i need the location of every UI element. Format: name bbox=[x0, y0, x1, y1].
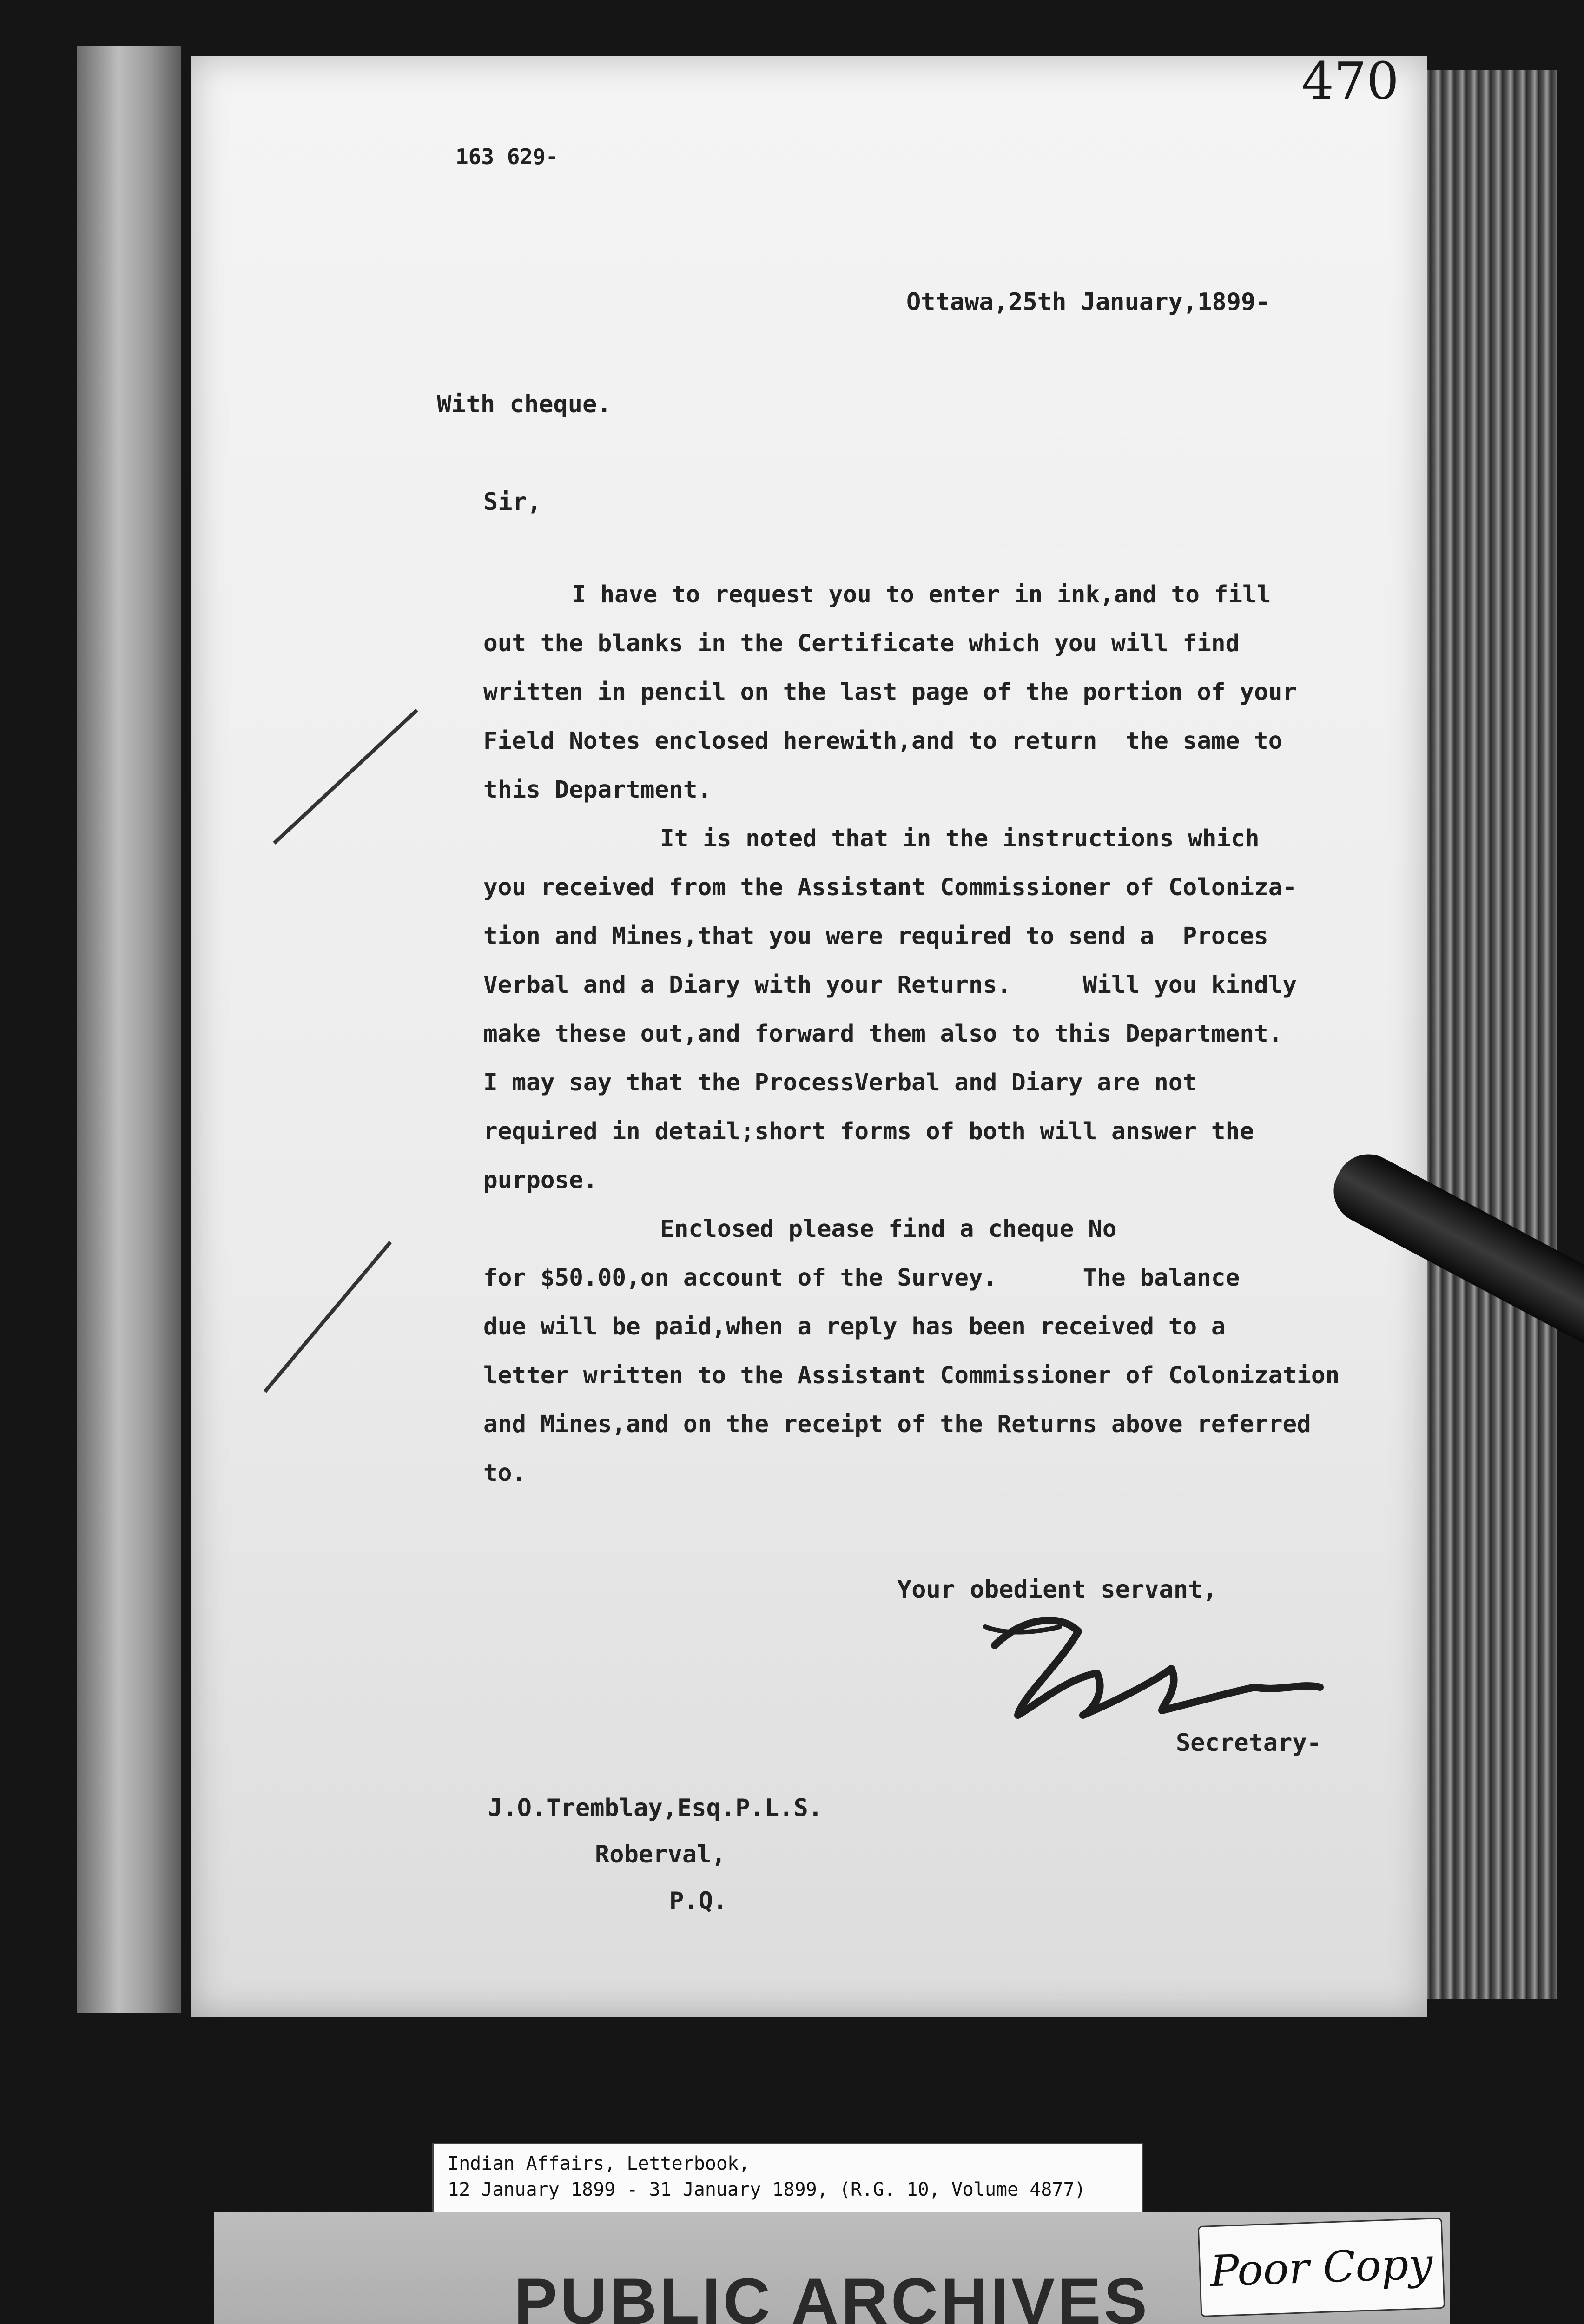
address-line: Roberval, bbox=[595, 1841, 726, 1868]
body-line: Field Notes enclosed herewith,and to return the same to bbox=[483, 727, 1283, 755]
page-number: 470 bbox=[1301, 51, 1399, 111]
citation-label bbox=[432, 2143, 1143, 2217]
body-line: this Department. bbox=[483, 776, 712, 804]
body-line: Enclosed please find a cheque No bbox=[660, 1215, 1117, 1243]
citation-line: 12 January 1899 - 31 January 1899, (R.G. 10, Volume 4877) bbox=[448, 2179, 1086, 2200]
body-line: and Mines,and on the receipt of the Returns above referred bbox=[483, 1411, 1311, 1438]
date-line: Ottawa,25th January,1899- bbox=[906, 288, 1270, 316]
body-line: written in pencil on the last page of the portion of your bbox=[483, 679, 1297, 706]
signer-title: Secretary- bbox=[1176, 1729, 1322, 1757]
address-line: J.O.Tremblay,Esq.P.L.S. bbox=[488, 1794, 823, 1822]
body-line: you received from the Assistant Commissioner of Coloniza- bbox=[483, 874, 1297, 901]
book-page-edges bbox=[1418, 70, 1557, 1999]
body-line: out the blanks in the Certificate which you will find bbox=[483, 630, 1240, 657]
archives-line-english: PUBLIC ARCHIVES bbox=[514, 2265, 1150, 2324]
enclosure-note: With cheque. bbox=[437, 390, 612, 418]
body-line: I have to request you to enter in ink,and to fill bbox=[572, 581, 1271, 608]
salutation: Sir, bbox=[483, 488, 542, 516]
body-line: tion and Mines,that you were required to send a Proces bbox=[483, 923, 1268, 950]
body-line: Verbal and a Diary with your Returns. Will you kindly bbox=[483, 971, 1297, 999]
body-line: I may say that the ProcessVerbal and Diary are not bbox=[483, 1069, 1197, 1096]
address-line: P.Q. bbox=[669, 1887, 728, 1915]
pencil-tick-mark bbox=[273, 709, 418, 845]
body-line: It is noted that in the instructions which bbox=[660, 825, 1260, 852]
file-reference: 163 629- bbox=[455, 144, 559, 169]
poor-copy-label: Poor Copy bbox=[1198, 2218, 1445, 2317]
body-line: required in detail;short forms of both will answer the bbox=[483, 1118, 1254, 1145]
body-line: due will be paid,when a reply has been received to a bbox=[483, 1313, 1226, 1340]
pencil-tick-mark bbox=[264, 1241, 392, 1393]
body-line: for $50.00,on account of the Survey. The balance bbox=[483, 1264, 1240, 1292]
body-line: purpose. bbox=[483, 1167, 598, 1194]
body-line: to. bbox=[483, 1459, 527, 1487]
citation-line: Indian Affairs, Letterbook, bbox=[448, 2153, 750, 2174]
closing: Your obedient servant, bbox=[897, 1576, 1217, 1604]
body-line: make these out,and forward them also to this Department. bbox=[483, 1020, 1283, 1048]
book-left-edge bbox=[77, 46, 181, 2013]
handwritten-signature bbox=[799, 1562, 1404, 1757]
body-line: letter written to the Assistant Commissioner of Colonization bbox=[483, 1362, 1340, 1389]
